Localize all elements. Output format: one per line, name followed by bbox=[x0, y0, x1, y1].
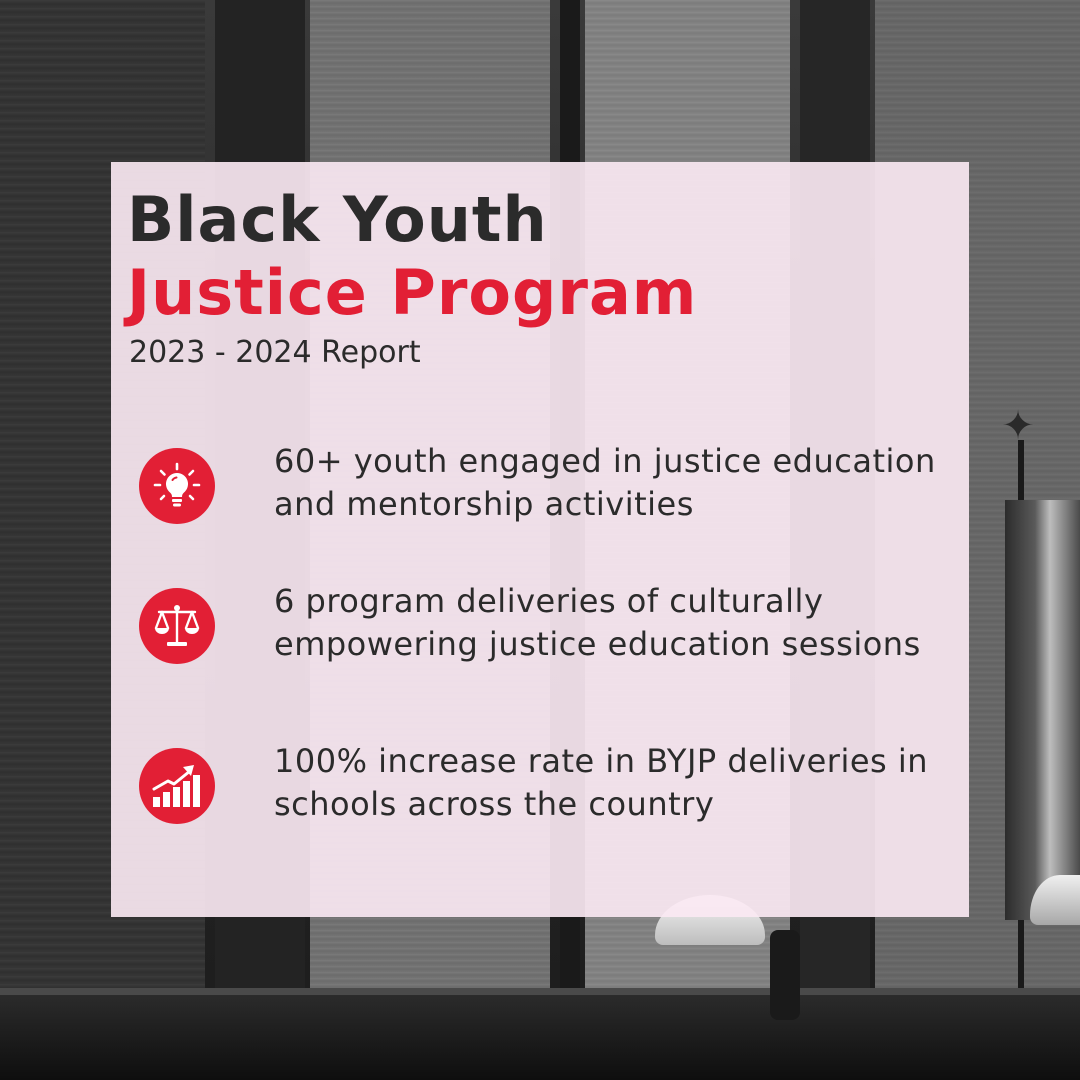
title-line-2: Justice Program bbox=[127, 256, 698, 329]
stat-item-program-deliveries bbox=[127, 582, 969, 738]
stat-text: 100% increase rate in BYJP deliveries in schools across the country bbox=[274, 742, 929, 823]
report-subtitle: 2023 - 2024 Report bbox=[129, 335, 421, 370]
desk-lamp-stand bbox=[770, 930, 800, 1020]
lightbulb-icon bbox=[139, 448, 215, 524]
report-card bbox=[111, 162, 969, 917]
scales-of-justice-icon bbox=[139, 588, 215, 664]
title-line-1: Black Youth bbox=[127, 183, 548, 256]
stat-item-increase-rate bbox=[127, 742, 969, 878]
stat-text: 6 program deliveries of culturally empowering justice education sessions bbox=[274, 582, 921, 663]
stats-list bbox=[127, 442, 969, 878]
maple-leaf-icon: ✦ bbox=[1001, 403, 1035, 449]
stat-text: 60+ youth engaged in justice education and mentorship activities bbox=[274, 442, 936, 523]
judge-bench bbox=[0, 995, 1080, 1080]
stat-item-youth-engaged bbox=[127, 442, 969, 578]
flag bbox=[1005, 500, 1080, 920]
growth-chart-icon bbox=[139, 748, 215, 824]
